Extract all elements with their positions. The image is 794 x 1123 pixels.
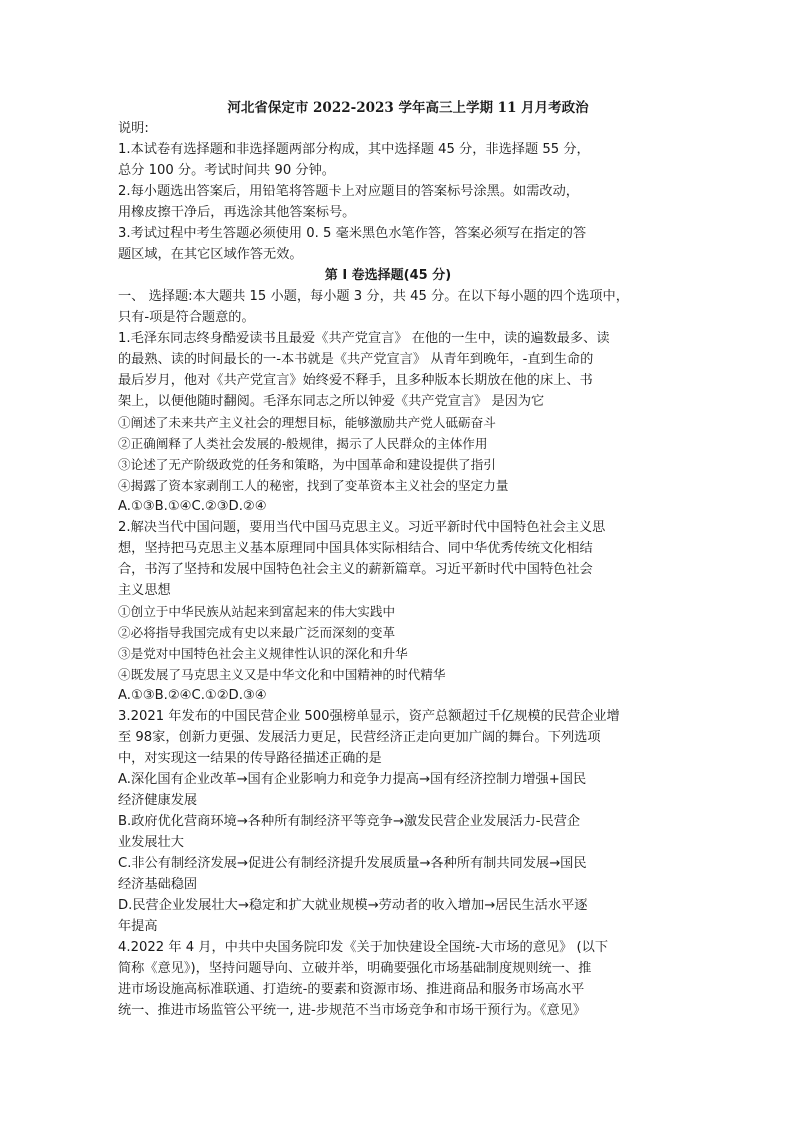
text-line: 经济基础稳固 [118,877,198,892]
text-line: 架上，以便他随时翻阅。毛泽东同志之所以钟爱《共产党宣言》 是因为它 [118,394,545,409]
text-line: 年提高 [118,919,158,934]
text-line: 2.解决当代中国问题，要用当代中国马克思主义。习近平新时代中国特色社会主义思 [118,520,606,535]
text-line: 用橡皮擦干净后，再选涂其他答案标号。 [118,205,356,220]
text-line: A.①③B.②④C.①②D.③④ [118,688,267,703]
text-line: 3.2021 年发布的中国民营企业 500强榜单显示，资产总额超过千亿规模的民营企业增 [118,709,620,724]
text-line: ①创立于中华民族从站起来到富起来的伟大实践中 [118,604,396,619]
text-line: 中，对实现这一结果的传导路径描述正确的是 [118,751,382,766]
text-line: ③论述了无产阶级政党的任务和策略，为中国革命和建设提供了指引 [118,457,496,472]
document-body [118,118,658,1021]
text-line: C.非公有制经济发展→促进公有制经济提升发展质量→各种所有制共同发展→国民 [118,856,587,871]
text-line: 的最熟、读的时间最长的一-本书就是《共产党宣言》 从青年到晚年，-直到生命的 [118,352,594,367]
text-line: 一、 选择题:本大题共 15 小题，每小题 3 分，共 45 分。在以下每小题的四个选项中， [118,289,629,304]
text-line: 进市场设施高标准联通、打造统-的要素和资源市场、推进商品和服务市场高水平 [118,982,585,997]
text-line: ③是党对中国特色社会主义规律性认识的深化和升华 [118,646,408,661]
text-line: 2.每小题选出答案后，用铅笔将答题卡上对应题目的答案标号涂黑。如需改动， [118,184,579,199]
text-line: 合，书泻了坚持和发展中国特色社会主义的薪新篇章。习近平新时代中国特色社会 [118,562,593,577]
text-line: 只有-项是符合题意的。 [118,310,255,325]
text-line: ①阐述了未来共产主义社会的理想目标，能够激励共产党人砥砺奋斗 [118,415,496,430]
text-line: D.民营企业发展壮大→稳定和扩大就业规模→劳动者的收入增加→居民生活水平逐 [118,898,588,913]
text-line: 统一、推进市场监管公平统一, 进-步规范不当市场竞争和市场干预行为。《意见》 [118,1003,587,1018]
text-line: 题区域，在其它区域作答无效。 [118,247,303,262]
text-line: ④既发展了马克思主义又是中华文化和中国精神的时代精华 [118,667,446,682]
text-line: 简称《意见》)，坚持问题导向、立破并举，明确要强化市场基础制度规则统一、推 [118,961,592,976]
section-heading: 第 I 卷选择题(45 分) [324,268,452,283]
text-line: 4.2022 年 4 月，中共中央国务院印发《关于加快建设全国统-大市场的意见》 (以下 [118,940,609,955]
text-line: 最后岁月，他对《共产党宣言》始终爱不释手，且多种版本长期放在他的床上、书 [118,373,593,388]
text-line: A.①③B.①④C.②③D.②④ [118,499,267,514]
text-line: ②必将指导我国完成有史以来最广泛而深刻的变革 [118,625,396,640]
page-title: 河北省保定市 2022-2023 学年高三上学期 11 月月考政治 [227,100,589,116]
text-line: ④揭露了资本家剥削工人的秘密，找到了变革资本主义社会的坚定力量 [118,478,509,493]
exam-page [118,98,658,1021]
text-line: 1.本试卷有选择题和非选择题两部分构成，其中选择题 45 分，非选择题 55 分， [118,142,590,157]
text-line: ②正确阐释了人类社会发展的-般规律，揭示了人民群众的主体作用 [118,436,488,451]
text-line: 1.毛泽东同志终身酷爱读书且最爱《共产党宣言》 在他的一生中，读的遍数最多、读 [118,331,610,346]
text-line: 想，坚持把马克思主义基本原理同中国具体实际相结合、同中华优秀传统文化相结 [118,541,593,556]
text-line: A.深化国有企业改革→国有企业影响力和竞争力提高→国有经济控制力增强+国民 [118,772,587,787]
text-line: B.政府优化营商环境→各种所有制经济平等竞争→激发民营企业发展活力-民营企 [118,814,581,829]
text-line: 主义思想 [118,583,171,598]
text-line: 业发展壮大 [118,835,184,850]
text-line: 总分 100 分。考试时间共 90 分钟。 [118,163,335,178]
text-line: 经济健康发展 [118,793,198,808]
text-line: 至 98家，创新力更强、发展活力更足，民营经济正走向更加广阔的舞台。下列选项 [118,730,601,745]
text-line: 说明: [118,121,149,136]
text-line: 3.考试过程中考生答题必须使用 0. 5 毫米黑色水笔作答，答案必须写在指定的答 [118,226,587,241]
